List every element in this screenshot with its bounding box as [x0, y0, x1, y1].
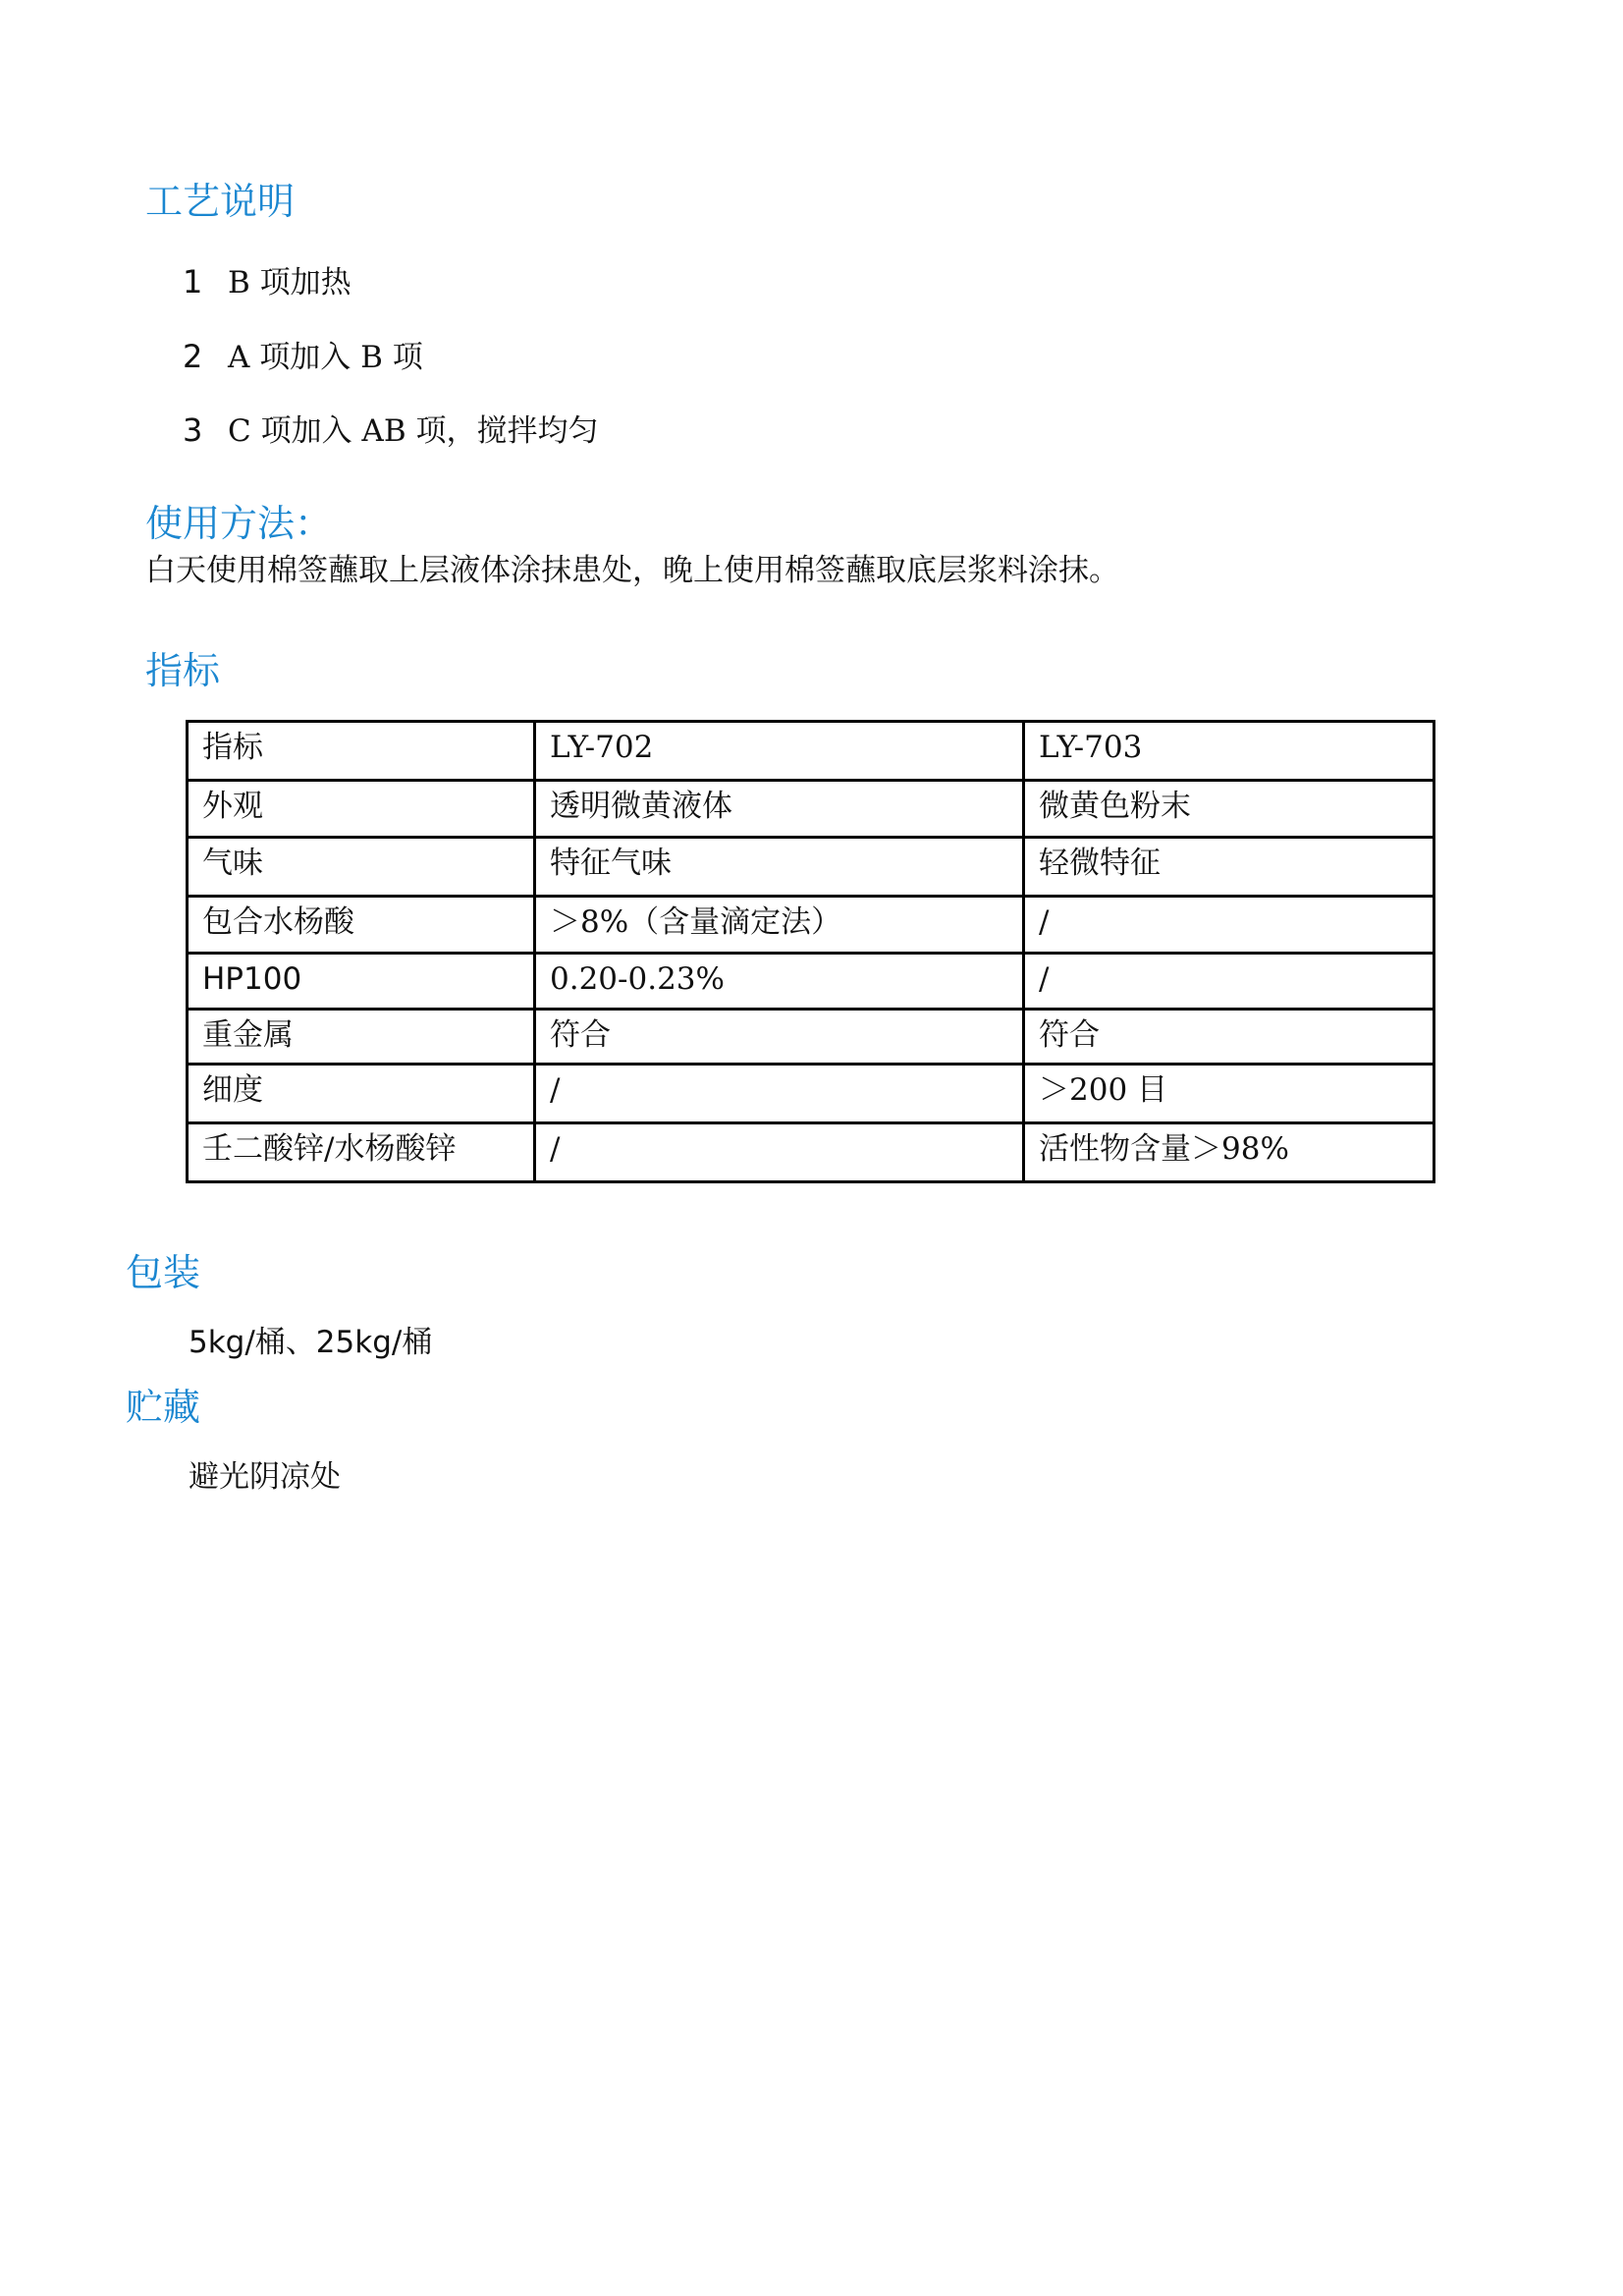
step-text: B 项加热 — [228, 265, 352, 301]
table-cell: 包合水杨酸 — [188, 897, 535, 954]
usage-heading: 使用方法： — [145, 502, 333, 545]
table-cell: 重金属 — [188, 1010, 535, 1065]
table-cell: / — [1024, 897, 1434, 954]
table-cell: ＞8%（含量滴定法） — [535, 897, 1024, 954]
process-step — [183, 263, 352, 301]
step-number: 2 — [183, 338, 203, 375]
table-row — [188, 781, 1434, 838]
table-cell: LY-703 — [1024, 722, 1434, 781]
table-row — [188, 897, 1434, 954]
table-row — [188, 838, 1434, 897]
table-cell: ＞200 目 — [1024, 1065, 1434, 1123]
process-heading: 工艺说明 — [145, 180, 296, 223]
table-row — [188, 722, 1434, 781]
step-number: 3 — [183, 411, 203, 449]
process-step — [183, 411, 599, 449]
storage-heading: 贮藏 — [126, 1386, 201, 1429]
table-cell: 符合 — [535, 1010, 1024, 1065]
spec-table — [186, 720, 1435, 1183]
table-cell: 特征气味 — [535, 838, 1024, 897]
table-cell: / — [1024, 954, 1434, 1010]
table-cell: 细度 — [188, 1065, 535, 1123]
step-number: 1 — [183, 263, 203, 301]
table-cell: LY-702 — [535, 722, 1024, 781]
table-cell: 气味 — [188, 838, 535, 897]
table-row — [188, 954, 1434, 1010]
table-cell: 指标 — [188, 722, 535, 781]
table-cell: 轻微特征 — [1024, 838, 1434, 897]
table-row — [188, 1123, 1434, 1182]
table-cell: 透明微黄液体 — [535, 781, 1024, 838]
usage-text: 白天使用棉签蘸取上层液体涂抹患处，晚上使用棉签蘸取底层浆料涂抹。 — [145, 553, 1119, 588]
table-cell: 壬二酸锌/水杨酸锌 — [188, 1123, 535, 1182]
storage-text: 避光阴凉处 — [189, 1459, 341, 1495]
table-cell: 符合 — [1024, 1010, 1434, 1065]
step-text: A 项加入 B 项 — [228, 340, 423, 375]
packaging-text: 5kg/桶、25kg/桶 — [189, 1325, 433, 1360]
step-text: C 项加入 AB 项，搅拌均匀 — [228, 413, 599, 449]
spec-heading: 指标 — [145, 649, 221, 692]
table-row — [188, 1010, 1434, 1065]
process-step — [183, 338, 423, 375]
packaging-heading: 包装 — [126, 1251, 201, 1294]
table-row — [188, 1065, 1434, 1123]
table-cell: / — [535, 1065, 1024, 1123]
table-cell: 微黄色粉末 — [1024, 781, 1434, 838]
table-cell: HP100 — [188, 954, 535, 1010]
table-cell: / — [535, 1123, 1024, 1182]
table-cell: 外观 — [188, 781, 535, 838]
table-cell: 活性物含量＞98% — [1024, 1123, 1434, 1182]
table-cell: 0.20-0.23% — [535, 954, 1024, 1010]
